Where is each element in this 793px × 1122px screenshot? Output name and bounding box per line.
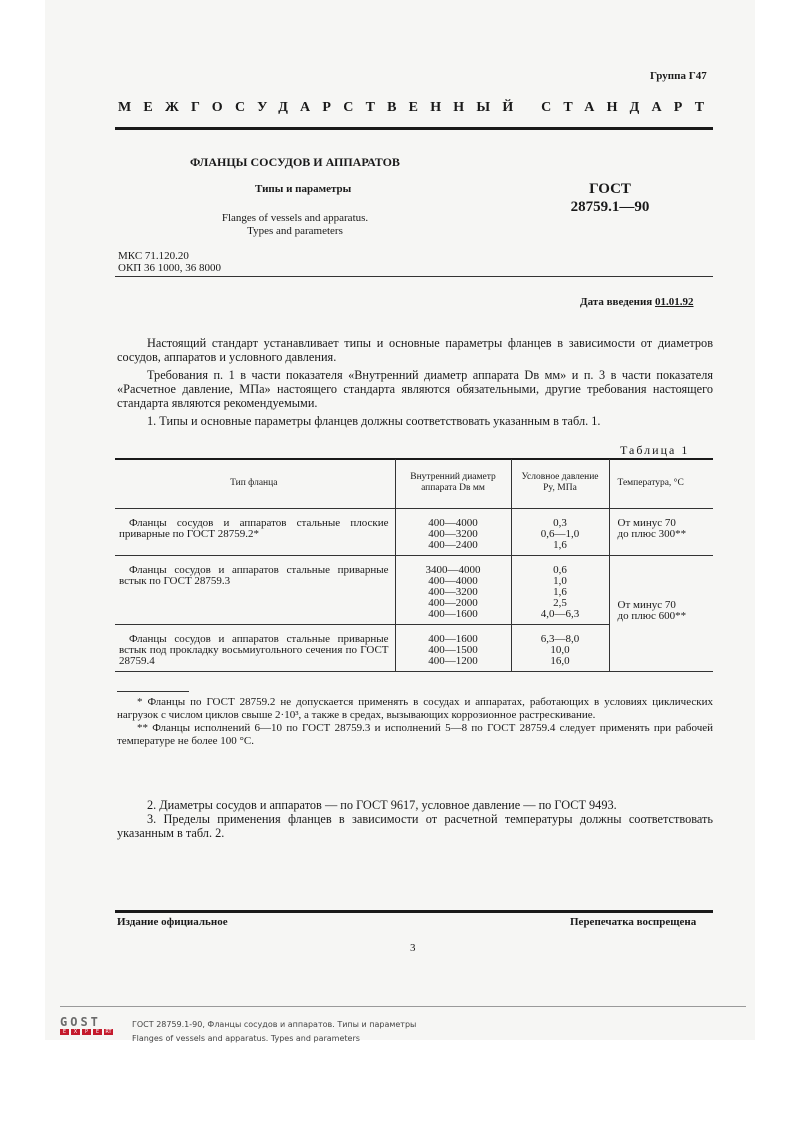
logo-letter: RT bbox=[105, 1029, 112, 1035]
footnotes bbox=[117, 696, 713, 748]
gost-label: ГОСТ bbox=[589, 181, 631, 197]
cell-pressures bbox=[511, 508, 609, 555]
introduction-date bbox=[580, 296, 694, 308]
header-diameter-line: Внутренний диаметр bbox=[410, 472, 496, 483]
cell-temperature bbox=[609, 555, 713, 671]
temperature-line: до плюс 600** bbox=[617, 610, 687, 622]
date-label: Дата введения bbox=[580, 296, 653, 308]
pressure-value: 2,5 bbox=[553, 596, 567, 609]
date-value: 01.01.92 bbox=[655, 296, 694, 308]
okp-code: ОКП 36 1000, 36 8000 bbox=[118, 262, 221, 274]
pressure-value: 6,3—8,0 bbox=[540, 632, 580, 645]
cell-diameters bbox=[395, 508, 511, 555]
cell-diameters bbox=[395, 555, 511, 624]
document-subtitle: Типы и параметры bbox=[255, 183, 352, 195]
diameter-value: 400—3200 bbox=[428, 585, 478, 598]
diameter-value: 400—1600 bbox=[428, 632, 478, 645]
header-pressure-line: Условное давление bbox=[521, 472, 599, 483]
footnote-1: * Фланцы по ГОСТ 28759.2 не допускается применять в сосудах и аппаратах, работающих в условиях циклических нагрузок с числом циклов свыше 2·10³, а также в средах, вызывающих коррозионное растрескивание. bbox=[117, 696, 713, 721]
english-title-line: Flanges of vessels and apparatus. bbox=[221, 212, 369, 224]
diameter-value: 400—4000 bbox=[428, 516, 478, 529]
codes-rule bbox=[115, 276, 713, 277]
logo-subtitle bbox=[60, 1029, 118, 1035]
pressure-value: 0,6 bbox=[553, 563, 567, 576]
group-code: Группа Г47 bbox=[650, 70, 707, 82]
footer-reference-ru: ГОСТ 28759.1-90, Фланцы сосудов и аппаратов. Типы и параметры bbox=[132, 1020, 417, 1029]
diameter-value: 400—1500 bbox=[428, 643, 478, 656]
header-rule bbox=[115, 127, 713, 130]
temperature-line: От минус 70 bbox=[617, 599, 676, 611]
paragraph-item-1: 1. Типы и основные параметры фланцев должны соответствовать указанным в табл. 1. bbox=[147, 414, 601, 428]
cell-flange-type: Фланцы сосудов и аппаратов стальные плоские приварные по ГОСТ 28759.2* bbox=[115, 508, 395, 555]
paragraph-scope: Настоящий стандарт устанавливает типы и основные параметры фланцев в зависимости от диаметров сосудов, аппаратов и условного давления. bbox=[117, 336, 713, 364]
table-caption: Таблица 1 bbox=[620, 443, 690, 457]
cell-pressures bbox=[511, 555, 609, 624]
official-edition-label: Издание официальное bbox=[117, 916, 228, 928]
cell-flange-type: Фланцы сосудов и аппаратов стальные приварные встык под прокладку восьмиугольного сечения по ГОСТ 28759.4 bbox=[115, 624, 395, 671]
temperature-line: От минус 70 bbox=[617, 516, 676, 529]
header-type: Тип фланца bbox=[115, 459, 395, 508]
table-header-row bbox=[115, 459, 713, 508]
classification-codes bbox=[118, 250, 221, 274]
footer-rule bbox=[60, 1006, 746, 1007]
flange-parameters-table bbox=[115, 459, 713, 672]
cell-diameters bbox=[395, 624, 511, 671]
pressure-value: 16,0 bbox=[550, 654, 570, 667]
footnote-rule bbox=[117, 691, 189, 692]
diameter-value: 3400—4000 bbox=[425, 563, 481, 576]
logo-letter: E bbox=[60, 1029, 69, 1035]
cell-pressures bbox=[511, 624, 609, 671]
footer-reference bbox=[132, 1018, 416, 1046]
diameter-value: 400—1600 bbox=[428, 607, 478, 620]
reprint-prohibited-label: Перепечатка воспрещена bbox=[570, 916, 697, 928]
header-diameter bbox=[395, 459, 511, 508]
diameter-value: 400—1200 bbox=[428, 654, 478, 667]
gost-designation bbox=[560, 180, 660, 216]
table-row bbox=[115, 508, 713, 555]
logo-letter: E bbox=[93, 1029, 102, 1035]
pressure-value: 4,0—6,3 bbox=[540, 607, 580, 620]
paragraph-item-3: 3. Пределы применения фланцев в зависимости от расчетной температуры должны соответствовать указанным в табл. 2. bbox=[117, 812, 713, 840]
cell-temperature bbox=[609, 508, 713, 555]
logo-letter: P bbox=[82, 1029, 91, 1035]
header-pressure bbox=[511, 459, 609, 508]
bottom-rule bbox=[115, 910, 713, 913]
english-title bbox=[200, 212, 390, 238]
pressure-value: 0,3 bbox=[553, 516, 567, 529]
mks-code: МКС 71.120.20 bbox=[118, 250, 189, 262]
header-diameter-line: аппарата Dв мм bbox=[421, 483, 485, 494]
gost-expert-logo[interactable] bbox=[60, 1016, 118, 1038]
pressure-value: 1,6 bbox=[553, 585, 567, 598]
gost-number: 28759.1—90 bbox=[570, 199, 650, 215]
pressure-value: 10,0 bbox=[550, 643, 570, 656]
paragraph-item-2: 2. Диаметры сосудов и аппаратов — по ГОСТ 9617, условное давление — по ГОСТ 9493. bbox=[147, 798, 617, 812]
paragraph-requirements: Требования п. 1 в части показателя «Внутренний диаметр аппарата Dв мм» и п. 3 в части показателя «Расчетное давление, МПа» настоящего стандарта являются обязательными, другие требования настоящего стандарта являются рекомендуемыми. bbox=[117, 368, 713, 410]
logo-wordmark: GOST bbox=[60, 1015, 101, 1029]
footer-reference-en: Flanges of vessels and apparatus. Types and parameters bbox=[132, 1034, 360, 1043]
pressure-value: 1,0 bbox=[553, 574, 567, 587]
pressure-value: 1,6 bbox=[553, 538, 567, 551]
document-title: ФЛАНЦЫ СОСУДОВ И АППАРАТОВ bbox=[190, 155, 400, 169]
logo-letter: X bbox=[71, 1029, 80, 1035]
footnote-2: ** Фланцы исполнений 6—10 по ГОСТ 28759.3 и исполнений 5—8 по ГОСТ 28759.4 следует применять при рабочей температуре не более 100 °С. bbox=[117, 722, 713, 747]
table-row bbox=[115, 555, 713, 624]
diameter-value: 400—2000 bbox=[428, 596, 478, 609]
header-pressure-line: Py, МПа bbox=[543, 483, 577, 494]
diameter-value: 400—4000 bbox=[428, 574, 478, 587]
cell-flange-type: Фланцы сосудов и аппаратов стальные приварные встык по ГОСТ 28759.3 bbox=[115, 555, 395, 624]
diameter-value: 400—2400 bbox=[428, 538, 478, 551]
standard-type-heading: МЕЖГОСУДАРСТВЕННЫЙ СТАНДАРТ bbox=[118, 100, 717, 115]
header-temperature: Температура, °С bbox=[609, 459, 713, 508]
english-title-line: Types and parameters bbox=[247, 225, 343, 237]
temperature-line: до плюс 300** bbox=[617, 527, 687, 540]
page-number: 3 bbox=[410, 942, 416, 954]
diameter-value: 400—3200 bbox=[428, 527, 478, 540]
pressure-value: 0,6—1,0 bbox=[540, 527, 580, 540]
